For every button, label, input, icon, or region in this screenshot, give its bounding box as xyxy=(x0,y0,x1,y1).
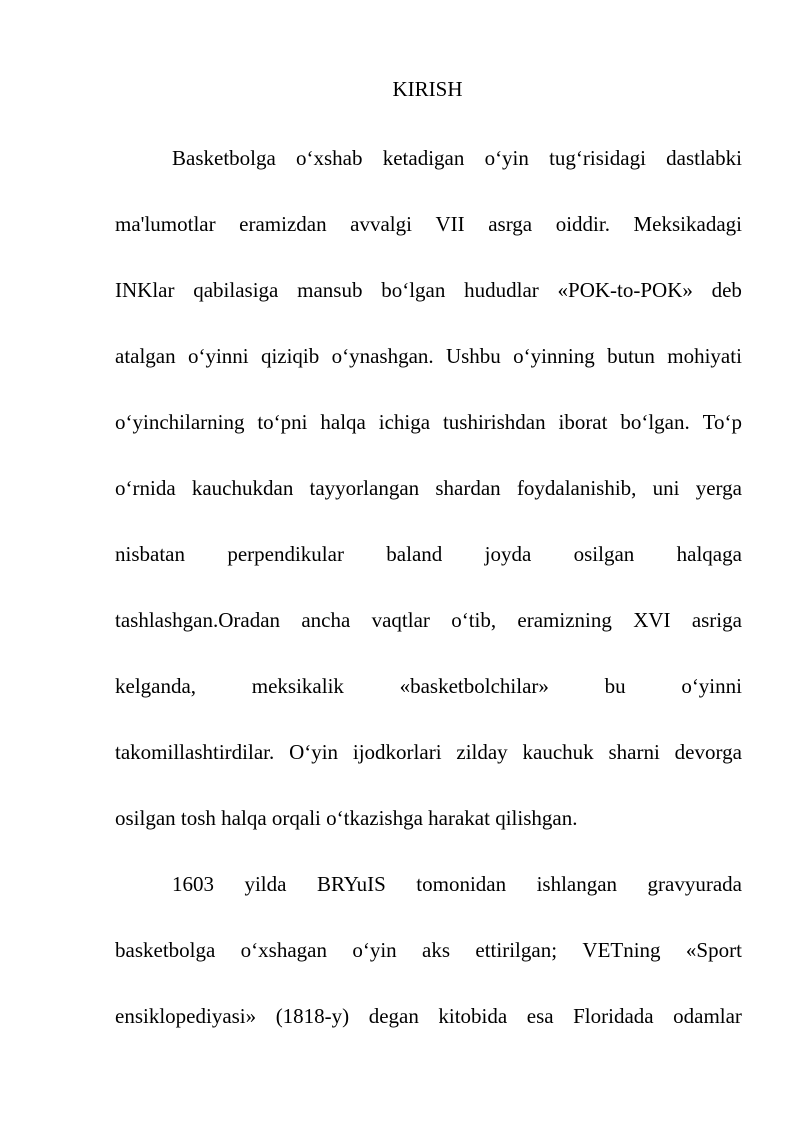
word: ijodkorlari xyxy=(352,740,442,764)
word: dastlabki xyxy=(666,146,742,170)
paragraph-1-line xyxy=(172,142,742,174)
word: butun xyxy=(607,344,655,368)
word: «Sport xyxy=(685,938,742,962)
word: gravyurada xyxy=(647,872,742,896)
word: tug‘risidagi xyxy=(549,146,646,170)
word: o‘ynashgan. xyxy=(331,344,434,368)
word: kauchuk xyxy=(522,740,594,764)
word: ancha xyxy=(301,608,351,632)
word: Ushbu xyxy=(445,344,501,368)
paragraph-2-line xyxy=(172,868,742,900)
word: tomonidan xyxy=(416,872,507,896)
word: o‘xshab xyxy=(296,146,363,170)
word: foydalanishib, xyxy=(516,476,637,500)
word: «POK-to-POK» xyxy=(557,278,693,302)
word: baland xyxy=(386,542,443,566)
paragraph-1-line xyxy=(115,472,742,504)
word: o‘xshagan xyxy=(240,938,327,962)
word: esa xyxy=(526,1004,554,1028)
word: o‘tib, xyxy=(451,608,497,632)
paragraph-1-line xyxy=(115,274,742,306)
word: VETning xyxy=(582,938,661,962)
word: VII xyxy=(435,212,465,236)
word: XVI xyxy=(633,608,671,632)
word: nisbatan xyxy=(115,542,185,566)
word: mohiyati xyxy=(667,344,742,368)
word: To‘p xyxy=(702,410,742,434)
word: ensiklopediyasi» xyxy=(115,1004,257,1028)
word: to‘pni xyxy=(257,410,308,434)
word: hududlar xyxy=(464,278,539,302)
paragraph-2-line xyxy=(115,934,742,966)
page-heading: KIRISH xyxy=(392,77,463,101)
word: o‘yinni xyxy=(187,344,249,368)
paragraph-1-line: osilgan tosh halqa orqali o‘tkazishga harakat qilishgan. xyxy=(115,806,578,830)
word: bo‘lgan. xyxy=(620,410,690,434)
word: tayyorlangan xyxy=(309,476,420,500)
word: degan xyxy=(368,1004,419,1028)
word: Floridada xyxy=(573,1004,654,1028)
word: qiziqib xyxy=(260,344,320,368)
word: bu xyxy=(604,674,626,698)
word: joyda xyxy=(484,542,532,566)
word: qabilasiga xyxy=(193,278,279,302)
word: asrga xyxy=(488,212,533,236)
word: avvalgi xyxy=(350,212,412,236)
word: uni xyxy=(652,476,680,500)
word: asriga xyxy=(691,608,742,632)
word: ketadigan xyxy=(382,146,465,170)
paragraph-1-line xyxy=(115,670,742,702)
word: tashlashgan.Oradan xyxy=(115,608,281,632)
paragraph-1-line xyxy=(115,340,742,372)
word: odamlar xyxy=(673,1004,742,1028)
word: perpendikular xyxy=(227,542,344,566)
paragraph-1-line xyxy=(115,604,742,636)
word: Basketbolga xyxy=(172,146,276,170)
word: «basketbolchilar» xyxy=(399,674,549,698)
word: mansub xyxy=(297,278,363,302)
word: oiddir. xyxy=(555,212,610,236)
word: o‘yin xyxy=(484,146,529,170)
word: INKlar xyxy=(115,278,175,302)
word: tushirishdan xyxy=(442,410,546,434)
word: ettirilgan; xyxy=(475,938,558,962)
word: shardan xyxy=(435,476,501,500)
word: o‘yinchilarning xyxy=(115,410,245,434)
word: kauchukdan xyxy=(191,476,294,500)
word: deb xyxy=(711,278,742,302)
word: O‘yin xyxy=(289,740,339,764)
word: sharni xyxy=(608,740,660,764)
word: aks xyxy=(422,938,451,962)
word: eramizdan xyxy=(239,212,327,236)
word: (1818-y) xyxy=(275,1004,350,1028)
word: ichiga xyxy=(378,410,431,434)
word: yilda xyxy=(244,872,287,896)
paragraph-1-line xyxy=(115,208,742,240)
word: yerga xyxy=(695,476,742,500)
paragraph-1-line xyxy=(115,406,742,438)
word: atalgan xyxy=(115,344,176,368)
word: takomillashtirdilar. xyxy=(115,740,275,764)
word: bo‘lgan xyxy=(381,278,446,302)
word: kelganda, xyxy=(115,674,197,698)
word: basketbolga xyxy=(115,938,216,962)
word: zilday xyxy=(456,740,508,764)
word: BRYuIS xyxy=(316,872,386,896)
paragraph-2-line xyxy=(115,1000,742,1032)
word: 1603 xyxy=(172,872,214,896)
word: o‘yin xyxy=(352,938,397,962)
word: meksikalik xyxy=(251,674,344,698)
word: halqaga xyxy=(676,542,742,566)
word: Meksikadagi xyxy=(633,212,742,236)
word: devorga xyxy=(674,740,742,764)
word: o‘rnida xyxy=(115,476,176,500)
word: o‘yinning xyxy=(513,344,595,368)
word: eramizning xyxy=(517,608,612,632)
word: ishlangan xyxy=(536,872,618,896)
word: halqa xyxy=(320,410,366,434)
word: iborat xyxy=(558,410,608,434)
paragraph-1-line xyxy=(115,538,742,570)
paragraph-1-line xyxy=(115,736,742,768)
word: ma'lumotlar xyxy=(115,212,216,236)
word: o‘yinni xyxy=(681,674,742,698)
word: kitobida xyxy=(438,1004,508,1028)
word: osilgan xyxy=(573,542,635,566)
word: vaqtlar xyxy=(371,608,430,632)
